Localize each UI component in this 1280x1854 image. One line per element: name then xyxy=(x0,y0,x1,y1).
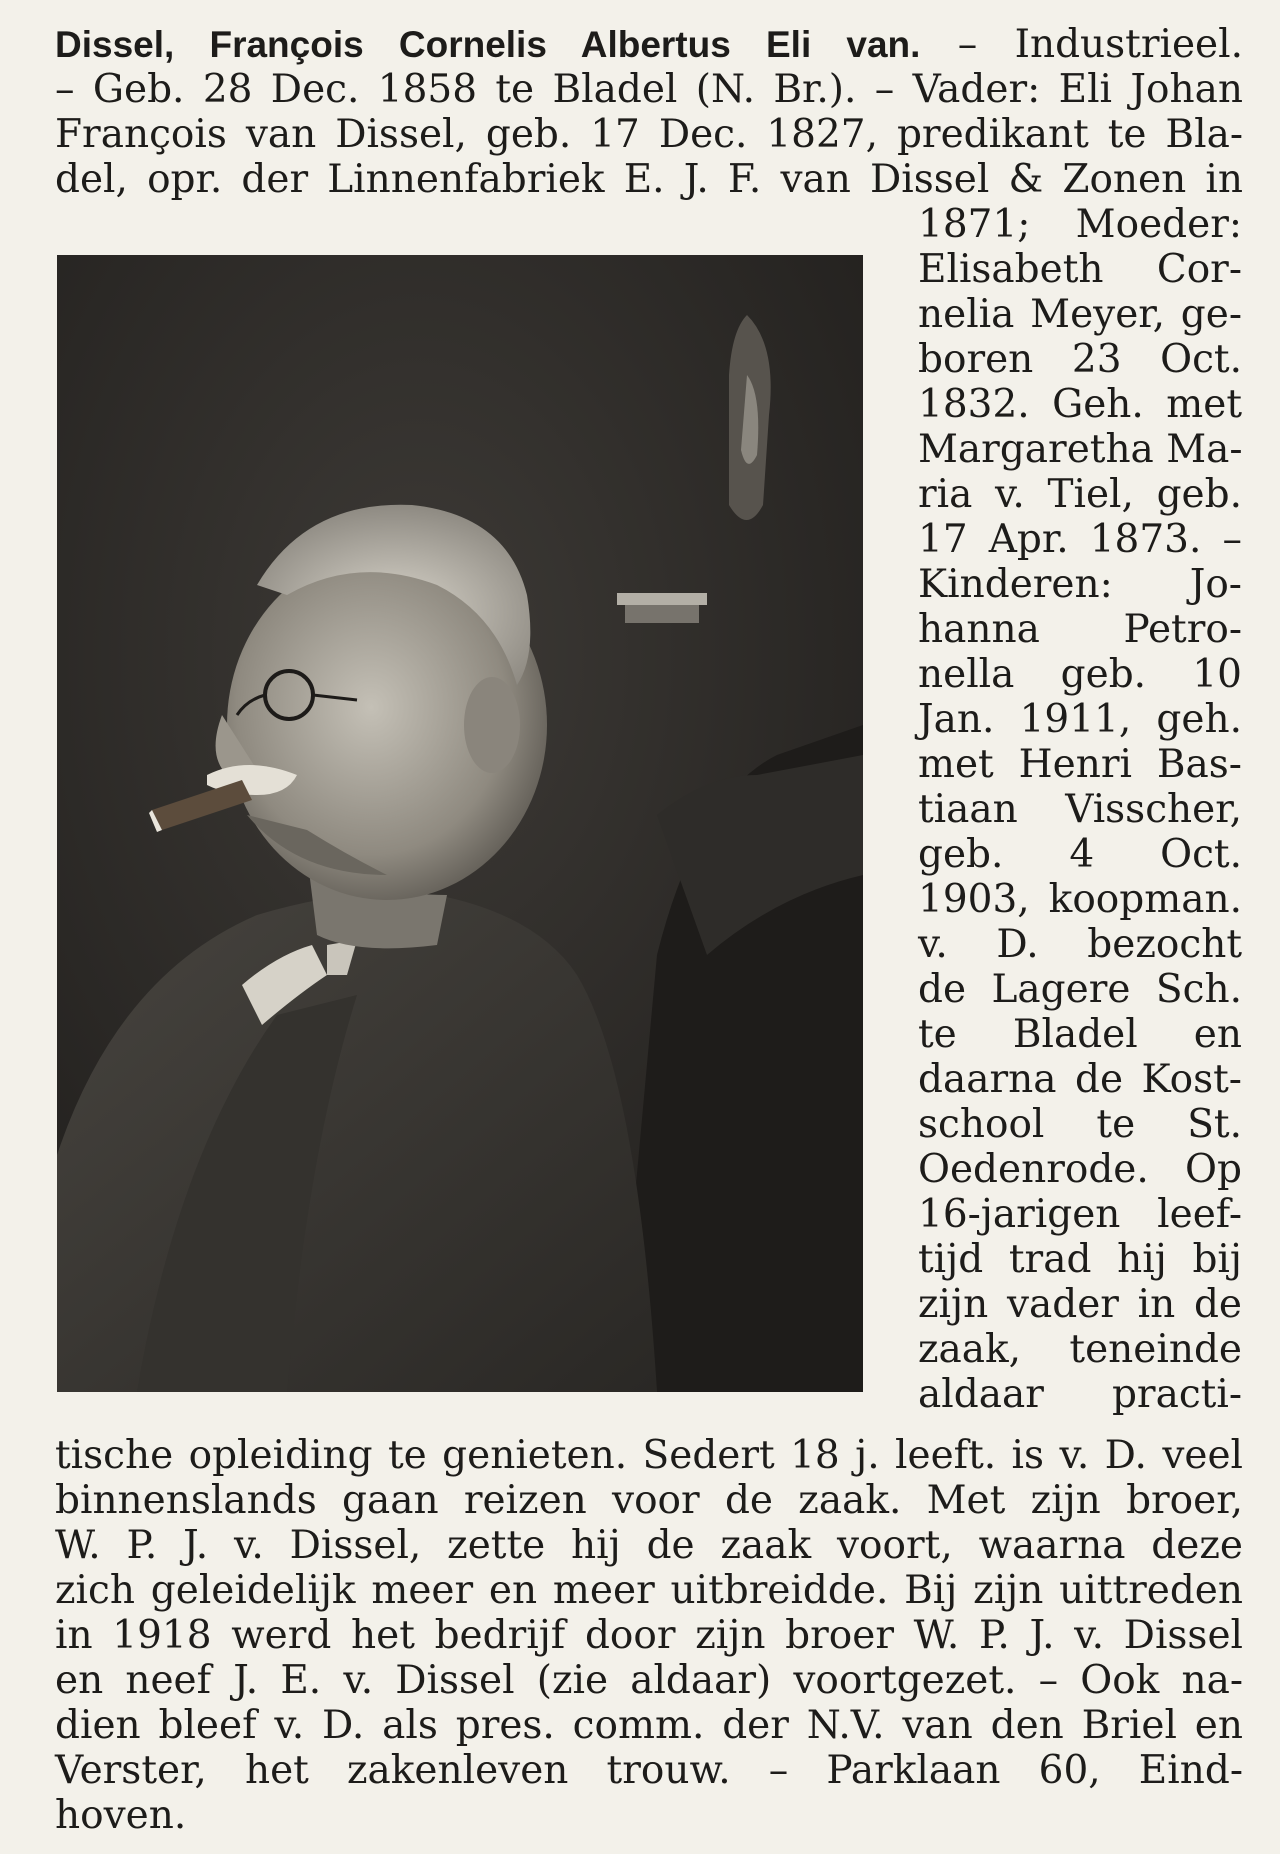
text-line: boren 23 Oct. xyxy=(918,337,1242,382)
text-line: ria v. Tiel, geb. xyxy=(918,472,1242,517)
text-line: Oedenrode. Op xyxy=(918,1147,1242,1192)
text-line: nella geb. 10 xyxy=(918,652,1242,697)
text-line: in 1918 werd het bedrijf door zijn broer W. P. J. v. Dissel xyxy=(55,1613,1243,1658)
text-line: Elisabeth Cor- xyxy=(918,247,1242,292)
text-line: dien bleef v. D. als pres. comm. der N.V. van den Briel en xyxy=(55,1703,1243,1748)
text-line: en neef J. E. v. Dissel (zie aldaar) voortgezet. – Ook na- xyxy=(55,1658,1243,1703)
text-line: de Lagere Sch. xyxy=(918,967,1242,1012)
text-line: Verster, het zakenleven trouw. – Parklaan 60, Eind- xyxy=(55,1748,1243,1793)
text-line: 17 Apr. 1873. – xyxy=(918,517,1242,562)
text-line: 16-jarigen leef- xyxy=(918,1192,1242,1237)
text-line: W. P. J. v. Dissel, zette hij de zaak voort, waarna deze xyxy=(55,1523,1243,1568)
text-line: daarna de Kost- xyxy=(918,1057,1242,1102)
text-line: tiaan Visscher, xyxy=(918,787,1242,832)
text-line: school te St. xyxy=(918,1102,1242,1147)
text-line: François van Dissel, geb. 17 Dec. 1827, predikant te Bla- xyxy=(55,112,1243,157)
text-line: zijn vader in de xyxy=(918,1282,1242,1327)
text-line: hoven. xyxy=(55,1793,187,1838)
text-line: del, opr. der Linnenfabriek E. J. F. van Dissel & Zonen in xyxy=(55,157,1243,202)
text-line: zich geleidelijk meer en meer uitbreidde. Bij zijn uittreden xyxy=(55,1568,1243,1613)
text-line: nelia Meyer, ge- xyxy=(918,292,1242,337)
text-line: geb. 4 Oct. xyxy=(918,832,1242,877)
text-line: – Geb. 28 Dec. 1858 te Bladel (N. Br.). – Vader: Eli Johan xyxy=(55,67,1243,112)
text-line: 1903, koopman. xyxy=(918,877,1242,922)
text-line: met Henri Bas- xyxy=(918,742,1242,787)
text-line: tijd trad hij bij xyxy=(918,1237,1242,1282)
text-line: hanna Petro- xyxy=(918,607,1242,652)
portrait-image xyxy=(57,255,863,1392)
text-line: v. D. bezocht xyxy=(918,922,1242,967)
text-line: binnenslands gaan reizen voor de zaak. Met zijn broer, xyxy=(55,1478,1243,1523)
text-line: aldaar practi- xyxy=(918,1372,1242,1417)
text-line: Kinderen: Jo- xyxy=(918,562,1242,607)
text-line: Margaretha Ma- xyxy=(918,427,1243,472)
text-line: zaak, teneinde xyxy=(918,1327,1242,1372)
text-line: 1871; Moeder: xyxy=(918,202,1242,247)
text-line: 1832. Geh. met xyxy=(918,382,1242,427)
text-line: tische opleiding te genieten. Sedert 18 j. leeft. is v. D. veel xyxy=(55,1433,1243,1478)
entry-heading xyxy=(55,22,1243,67)
entry-name: Dissel, François Cornelis Albertus Eli van. xyxy=(55,24,921,65)
text-line: Jan. 1911, geh. xyxy=(918,697,1242,742)
text-line: te Bladel en xyxy=(918,1012,1242,1057)
portrait-photo xyxy=(57,255,863,1392)
entry-occupation: – Industrieel. xyxy=(957,22,1244,67)
